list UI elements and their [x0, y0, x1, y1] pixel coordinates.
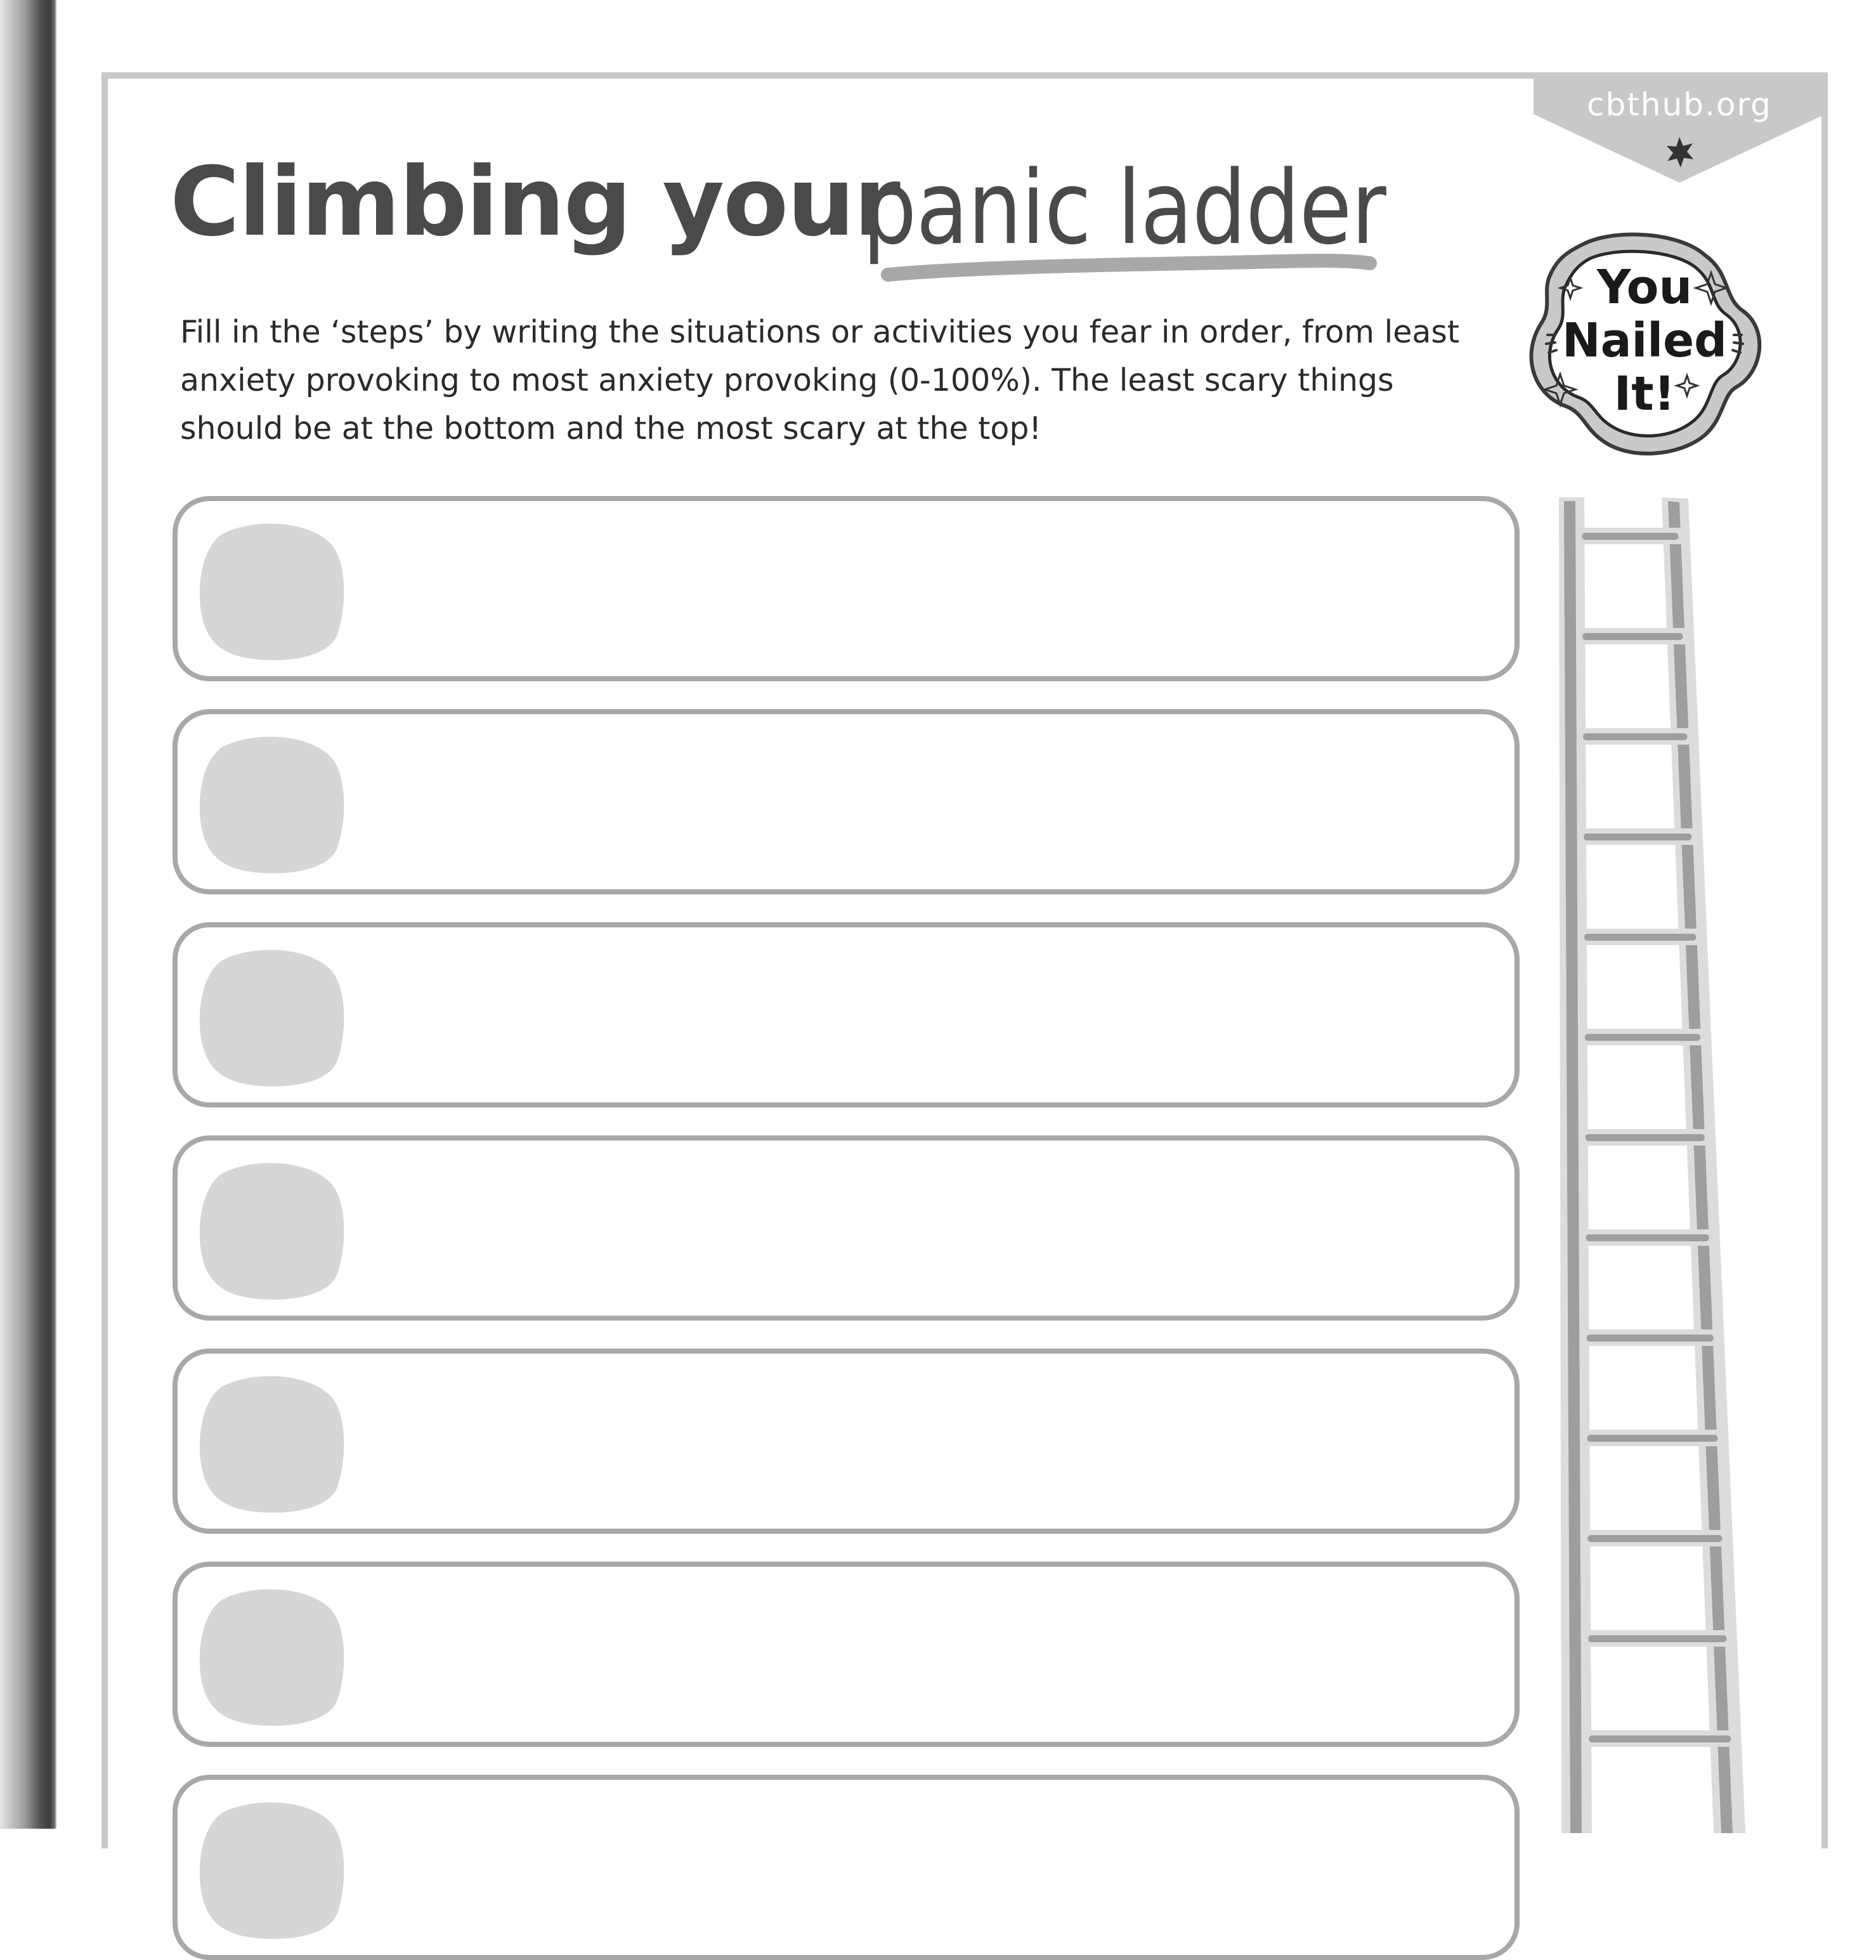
page-title-emphasis: panic ladder	[863, 148, 1386, 267]
step-number-bubble	[197, 1373, 349, 1519]
ladder-rung-shade	[1585, 1034, 1700, 1041]
step-box[interactable]	[173, 922, 1520, 1107]
step-box[interactable]	[173, 1349, 1520, 1534]
step-number-bubble	[197, 946, 349, 1092]
ladder-rung-shade	[1582, 533, 1678, 540]
step-number-bubble	[197, 733, 349, 879]
badge-line-2: Nailed	[1562, 313, 1727, 368]
ladder-rung-shade	[1584, 833, 1691, 840]
badge-line-1: You	[1596, 260, 1693, 315]
ladder-rung-shade	[1586, 1134, 1705, 1141]
ladder-rung-shade	[1589, 1735, 1731, 1742]
ladder-rung-shade	[1586, 1234, 1709, 1241]
ladder-rung-shade	[1588, 1635, 1726, 1642]
step-box[interactable]	[173, 709, 1520, 894]
site-label[interactable]: cbthub.org	[1587, 86, 1772, 123]
instructions-text: Fill in the ‘steps’ by writing the situations or activities you fear in order, from least anxiety provoking to most anxiety provoking (0-100%). The least scary things should be at the bottom and the most scary at the top!	[180, 314, 1460, 447]
ladder-rung-shade	[1587, 1335, 1714, 1342]
ladder-rung-shade	[1587, 1435, 1717, 1442]
ladder-rung-shade	[1584, 934, 1696, 941]
ladder-rung-shade	[1587, 1535, 1722, 1542]
ladder-rung-shade	[1582, 633, 1683, 640]
page-shadow	[0, 0, 57, 1829]
step-number-bubble	[197, 520, 349, 666]
step-box[interactable]	[173, 1135, 1520, 1321]
step-number-bubble	[197, 1160, 349, 1305]
step-box[interactable]	[173, 496, 1520, 681]
step-box[interactable]	[173, 1562, 1520, 1747]
badge-line-3: It!	[1613, 367, 1676, 421]
ladder-rung-shade	[1583, 733, 1687, 740]
page-title: Climbing your	[170, 147, 899, 258]
step-number-bubble	[197, 1586, 349, 1732]
you-nailed-it-badge	[1521, 228, 1768, 463]
step-box[interactable]	[173, 1775, 1520, 1960]
step-number-bubble	[197, 1799, 349, 1945]
ladder-illustration	[1547, 495, 1776, 1833]
title-underline	[875, 244, 1383, 289]
